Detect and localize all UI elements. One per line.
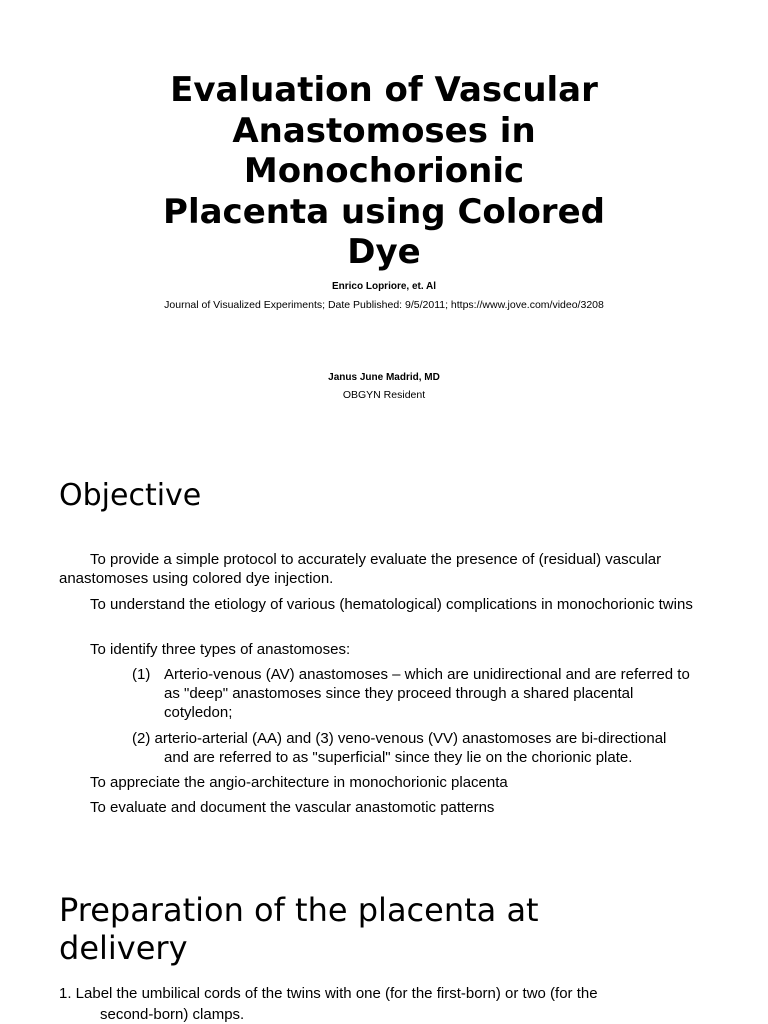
objective-paragraph-4: To appreciate the angio-architecture in monochorionic placenta xyxy=(90,774,508,791)
preparation-step-1-line-1: 1. Label the umbilical cords of the twins with one (for the first-born) or two (for the xyxy=(59,985,598,1002)
objective-paragraph-5: To evaluate and document the vascular anastomotic patterns xyxy=(90,799,495,816)
preparation-heading-line-1: Preparation of the placenta at xyxy=(59,891,539,929)
title-line-1: Evaluation of Vascular xyxy=(170,70,598,110)
title-line-2: Anastomoses in xyxy=(232,110,536,151)
list-item-2-line-2: and are referred to as "superficial" since they lie on the chorionic plate. xyxy=(164,749,633,766)
presenter-name: Janus June Madrid, MD xyxy=(328,372,440,383)
presenter-role: OBGYN Resident xyxy=(342,389,426,401)
document-title xyxy=(110,70,658,273)
objective-paragraph-3: To identify three types of anastomoses: xyxy=(90,641,351,658)
list-item-2-line-1: (2) arterio-arterial (AA) and (3) veno-venous (VV) anastomoses are bi-directional xyxy=(132,730,667,747)
journal-citation: Journal of Visualized Experiments; Date Published: 9/5/2011; https://www.jove.com/video/3208 xyxy=(164,299,604,311)
title-line-3: Monochorionic xyxy=(243,151,525,191)
preparation-step-1-line-2: second-born) clamps. xyxy=(100,1006,245,1023)
objective-heading: Objective xyxy=(59,478,202,513)
title-line-5: Dye xyxy=(347,232,421,272)
preparation-heading xyxy=(59,891,539,967)
objective-paragraph-1: To provide a simple protocol to accurately evaluate the presence of (residual) vascular anastomoses using colored dye injection. xyxy=(59,551,662,587)
objective-paragraph-2: To understand the etiology of various (hematological) complications in monochorionic twins xyxy=(90,596,693,613)
list-item-1-number: (1) xyxy=(132,666,151,683)
preparation-heading-line-2: delivery xyxy=(59,929,188,967)
authors: Enrico Lopriore, et. Al xyxy=(331,281,437,292)
title-line-4: Placenta using Colored xyxy=(163,191,605,232)
list-item-1-text: Arterio-venous (AV) anastomoses – which are unidirectional and are referred to as "deep" anastomoses since they proceed through a shared placental cotyledon; xyxy=(164,666,690,721)
